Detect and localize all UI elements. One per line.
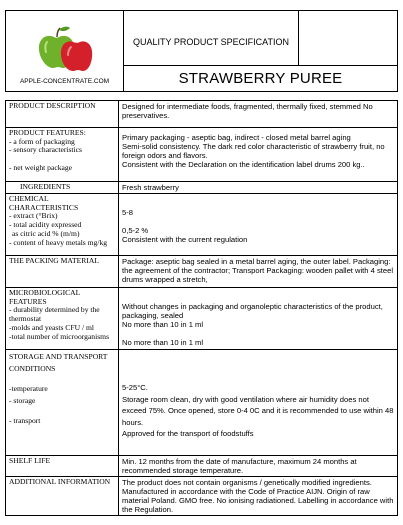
label-features — [6, 128, 119, 182]
label-microbiological — [6, 288, 119, 350]
row-microbiological — [6, 288, 398, 350]
row-storage — [6, 350, 398, 456]
value-description: Designed for intermediate foods, fragmented, thermally fixed, stemmed No preservatives. — [119, 101, 398, 128]
row-additional — [6, 477, 398, 516]
chemical-val-metals: Consistent with the current regulation — [122, 235, 248, 244]
value-additional: The product does not contain organisms / genetically modified ingredients. Manufactured in accordance with the Code of Practice AIJN. Origin of raw material Poland. GMO free. No ionising radiationed. Labelling in accordance with the Regulation. — [119, 477, 398, 516]
label-packing: THE PACKING MATERIAL — [6, 256, 119, 288]
features-sub-sensory: - sensory characteristics — [9, 145, 82, 155]
micro-val-total: No more than 10 in 1 ml — [122, 338, 204, 347]
header-blank-cell — [299, 11, 397, 66]
chemical-heading: CHEMICAL CHARACTERISTICS — [9, 194, 79, 212]
storage-sub-temperature: -temperature — [9, 384, 48, 393]
value-chemical — [119, 194, 398, 256]
spec-title: QUALITY PRODUCT SPECIFICATION — [132, 37, 290, 47]
row-description — [6, 101, 398, 128]
features-sub-form: - a form of packaging — [9, 136, 75, 146]
features-heading: PRODUCT FEATURES: — [9, 128, 86, 137]
storage-sub-transport: - transport — [9, 416, 41, 425]
storage-val-temperature: 5-25°C. — [122, 383, 148, 392]
label-shelf-life: SHELF LIFE — [6, 456, 119, 477]
row-ingredients — [6, 182, 398, 194]
storage-heading: STORAGE AND TRANSPORT CONDITIONS — [9, 352, 108, 373]
storage-val-transport: Approved for the transport of foodstuffs — [122, 429, 254, 438]
spec-title-cell — [124, 11, 299, 66]
label-description: PRODUCT DESCRIPTION — [6, 101, 119, 128]
storage-val-storage: Storage room clean, dry with good ventilation where air humidity does not exceed 75%. Once opened, store 0-4 0C and it is recommended to use within 48 hours. — [122, 394, 394, 427]
value-microbiological — [119, 288, 398, 350]
logo-cell — [6, 11, 124, 91]
chemical-sub-extract: - extract (°Brix) — [9, 211, 58, 221]
label-ingredients: INGREDIENTS — [6, 182, 119, 194]
micro-sub-total: -total number of microorganisms — [9, 331, 110, 341]
value-packing: Package: aseptic bag sealed in a metal barrel aging, the outer label. Packaging: the agreement of the contractor; Transport Packaging: wooden pallet with 4 steel drums wrapped a stretch, — [119, 256, 398, 288]
value-shelf-life: Min. 12 months from the date of manufacture, maximum 24 months at recommended storage temperature. — [119, 456, 398, 477]
value-features — [119, 128, 398, 182]
specification-table — [5, 100, 398, 516]
features-val-packaging: Primary packaging - aseptic bag, indirect - closed metal barrel aging — [122, 133, 351, 142]
value-storage — [119, 350, 398, 456]
micro-heading: MICROBIOLOGICAL FEATURES — [9, 288, 81, 306]
features-val-sensory: Semi-solid consistency. The dark red color characteristic of strawberry fruit, no foreign odors and flavors. — [122, 142, 385, 160]
chemical-sub-acidity: - total acidity expressed — [9, 220, 82, 230]
apple-logo-icon — [37, 24, 93, 76]
chemical-sub-citric: as citric acid % (m/m) — [12, 228, 80, 238]
label-additional: ADDITIONAL INFORMATION — [6, 477, 119, 516]
product-title: STRAWBERRY PUREE — [178, 70, 343, 87]
features-val-weight: Consistent with the Declaration on the identification label drums 200 kg.. — [122, 160, 365, 169]
document-header — [5, 10, 398, 92]
features-sub-weight: - net weight package — [9, 163, 73, 173]
label-chemical — [6, 194, 119, 256]
product-title-cell — [124, 66, 397, 91]
label-storage — [6, 350, 119, 456]
chemical-val-acidity: 0,5-2 % — [122, 226, 149, 235]
value-ingredients: Fresh strawberry — [119, 182, 398, 194]
row-shelf-life — [6, 456, 398, 477]
micro-val-molds: No more than 10 in 1 ml — [122, 320, 204, 329]
micro-sub-molds: -molds and yeasts CFU / ml — [9, 322, 95, 332]
row-features — [6, 128, 398, 182]
micro-sub-durability: - durability determined by the thermostat — [9, 305, 100, 324]
chemical-val-extract: 5-8 — [122, 208, 133, 217]
storage-sub-storage: - storage — [9, 395, 36, 405]
logo-text: APPLE-CONCENTRATE.COM — [19, 78, 110, 85]
chemical-sub-metals: - content of heavy metals mg/kg — [9, 237, 108, 247]
row-packing — [6, 256, 398, 288]
row-chemical — [6, 194, 398, 256]
micro-val-durability: Without changes in packaging and organoleptic characteristics of the product, packaging, sealed — [122, 302, 383, 320]
